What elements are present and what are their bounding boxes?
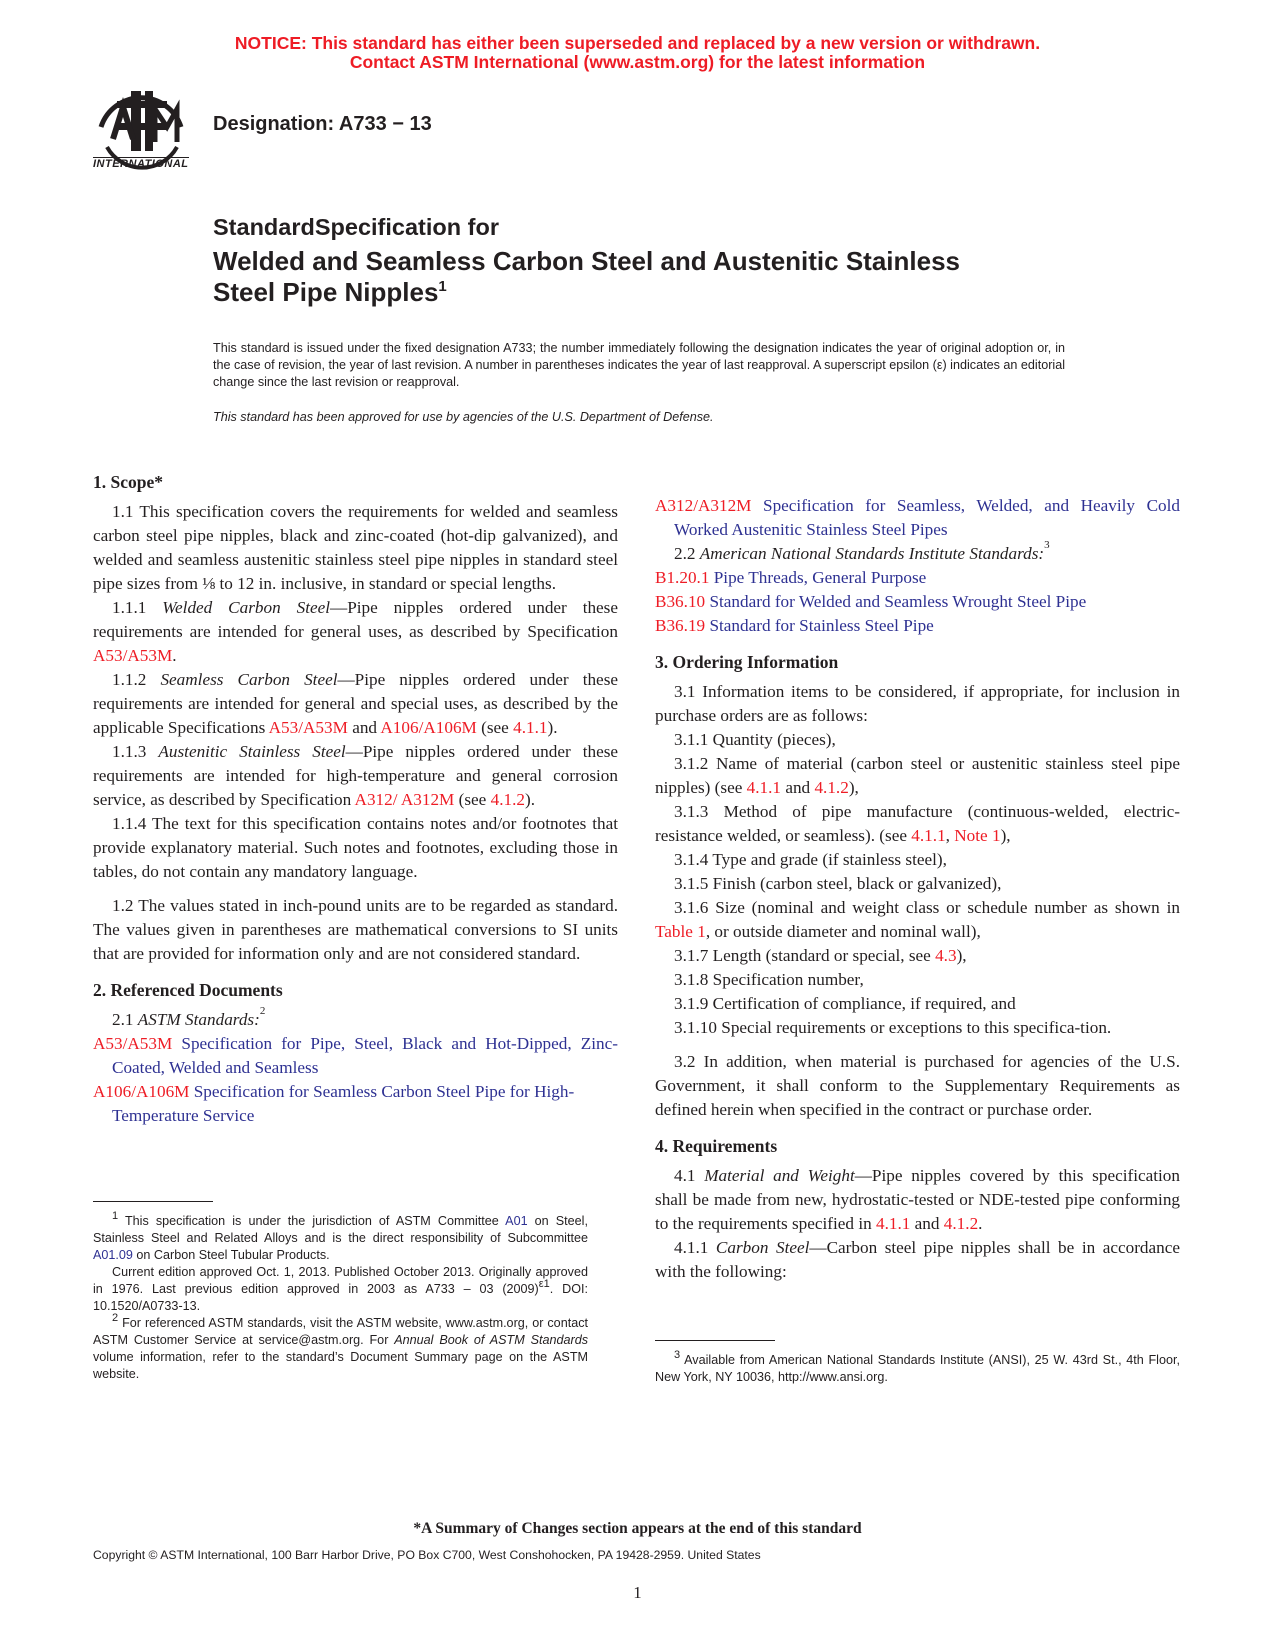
ref-b1-20-1 — [655, 566, 1180, 590]
title-line-2: Steel Pipe Nipples — [213, 277, 439, 307]
para-1-1-3: 1.1.3 Austenitic Stainless Steel—Pipe nipples ordered under these requirements are intended for high-temperature and general corrosion service, as described by Specification A312/ A312M (see 4.1.2). — [93, 742, 619, 809]
para-4-1-1: 4.1.1 Carbon Steel—Carbon steel pipe nipples shall be in accordance with the following: — [655, 1238, 1180, 1281]
withdrawal-notice — [0, 34, 1275, 72]
dod-approval: This standard has been approved for use by agencies of the U.S. Department of Defense. — [213, 410, 714, 424]
link-a53[interactable]: A53/A53M — [93, 646, 173, 665]
para-2-2: 2.2 American National Standards Institute Standards:$^3$ — [674, 539, 1050, 563]
ref-code-link[interactable]: B36.19 — [655, 616, 706, 635]
link-table-1[interactable]: Table 1 — [655, 922, 706, 941]
link-subcommittee-a01-09[interactable]: A01.09 — [93, 1248, 133, 1262]
section-heading-scope: 1. Scope* — [93, 472, 163, 492]
link-committee-a01[interactable]: A01 — [505, 1214, 528, 1228]
title-footnote-ref[interactable]: 1 — [438, 278, 447, 295]
footnote-ref-3[interactable]: 3 — [1044, 539, 1050, 551]
link-section-4-1-2[interactable]: 4.1.2 — [814, 778, 849, 797]
footnote-divider — [655, 1340, 775, 1341]
para-3-1: 3.1 Information items to be considered, if appropriate, for inclusion in purchase orders are as follows: — [655, 682, 1180, 725]
para-3-1-1: 3.1.1 Quantity (pieces), — [674, 730, 836, 749]
para-3-1-6: 3.1.6 Size (nominal and weight class or schedule number as shown in Table 1, or outside diameter and nominal wall), — [655, 898, 1180, 941]
left-column — [93, 470, 618, 1128]
link-a312[interactable]: A312/ A312M — [354, 790, 455, 809]
page-number: 1 — [633, 1583, 642, 1602]
ref-title-link[interactable]: Specification for Seamless, Welded, and Heavily Cold Worked Austenitic Stainless Steel Pipes — [674, 496, 1181, 539]
document-title — [213, 246, 1113, 308]
ref-b36-19 — [655, 614, 1180, 638]
section-heading-requirements: 4. Requirements — [655, 1136, 778, 1156]
ref-title-link[interactable]: Specification for Seamless Carbon Steel Pipe for High-Temperature Service — [112, 1082, 575, 1125]
para-1-1: 1.1 This specification covers the requirements for welded and seamless carbon steel pipe nipples, black and zinc-coated (hot-dip galvanized), and welded and seamless austenitic stainless steel pipe nipples in standard steel pipe sizes from ⅛ to 12 in. inclusive, in standard or special lengths. — [93, 502, 618, 593]
ref-b36-10 — [655, 590, 1180, 614]
para-3-1-9: 3.1.9 Certification of compliance, if required, and — [674, 994, 1016, 1013]
link-section-4-3[interactable]: 4.3 — [935, 946, 957, 965]
footnotes-right — [655, 1349, 1180, 1386]
link-section-4-1-2[interactable]: 4.1.2 — [943, 1214, 979, 1233]
logo-text: INTERNATIONAL — [93, 158, 189, 170]
footnote-1-edition: Current edition approved Oct. 1, 2013. Published October 2013. Originally approved in 1976. Last previous edition approved in 2003 as A733 – 03 $(2009)^{\varepsilon 1}$. DOI: 10.1520/A0733-13. — [93, 1265, 588, 1313]
link-a106[interactable]: A106/A106M — [380, 718, 477, 737]
para-3-1-8: 3.1.8 Specification number, — [674, 970, 864, 989]
para-2-1: 2.1 ASTM Standards:$^2$ — [112, 1005, 266, 1029]
para-1-1-2: 1.1.2 Seamless Carbon Steel—Pipe nipples ordered under these requirements are intended for general and special uses, as described by the applicable Specifications A53/A53M and A106/A106M (see 4.1.1). — [93, 670, 619, 737]
summary-of-changes-note: *A Summary of Changes section appears at the end of this standard — [413, 1520, 862, 1537]
footnotes-left — [93, 1210, 589, 1383]
link-section-4-1-1[interactable]: 4.1.1 — [875, 1214, 911, 1233]
para-3-1-10: 3.1.10 Special requirements or exceptions to this specifica-tion. — [674, 1018, 1112, 1037]
link-section-4-1-1[interactable]: 4.1.1 — [513, 718, 548, 737]
footnote-2: $^2$ For referenced ASTM standards, visit the ASTM website, www.astm.org, or contact ASTM Customer Service at service@astm.org. For Annual Book of ASTM Standards volume information, refer to the standard’s Document Summary page on the ASTM website. — [93, 1312, 589, 1381]
link-section-4-1-1[interactable]: 4.1.1 — [746, 778, 782, 797]
ref-title-link[interactable]: Specification for Pipe, Steel, Black and Hot-Dipped, Zinc-Coated, Welded and Seamless — [112, 1034, 619, 1077]
link-note-1[interactable]: Note 1 — [954, 826, 1001, 845]
para-1-1-1: 1.1.1 Welded Carbon Steel—Pipe nipples ordered under these requirements are intended for general uses, as described by Specification A53/A53M. — [93, 598, 619, 665]
title-line-1: Welded and Seamless Carbon Steel and Austenitic Stainless — [213, 246, 961, 276]
section-heading-referenced-documents: 2. Referenced Documents — [93, 980, 283, 1000]
footnote-divider — [93, 1201, 213, 1202]
para-3-2: 3.2 In addition, when material is purchased for agencies of the U.S. Government, it shall conform to the Supplementary Requirements as defined herein when specified in the contract or purchase order. — [655, 1052, 1180, 1119]
ref-a53 — [93, 1032, 618, 1080]
ref-title-link[interactable]: Standard for Stainless Steel Pipe — [709, 616, 934, 635]
standard-spec-label: StandardSpecification for — [213, 214, 499, 240]
notice-line-2: Contact ASTM International (www.astm.org) for the latest information — [349, 52, 926, 72]
para-3-1-4: 3.1.4 Type and grade (if stainless steel), — [674, 850, 947, 869]
ref-code-link[interactable]: B1.20.1 — [655, 568, 710, 587]
para-3-1-2: 3.1.2 Name of material (carbon steel or austenitic stainless steel pipe nipples) (see 4.1.1 and 4.1.2), — [655, 754, 1180, 797]
para-3-1-3: 3.1.3 Method of pipe manufacture (continuous-welded, electric-resistance welded, or seamless). (see 4.1.1, Note 1), — [655, 802, 1180, 845]
right-column-content — [655, 470, 1180, 1284]
ref-title-link[interactable]: Standard for Welded and Seamless Wrought Steel Pipe — [709, 592, 1087, 611]
link-section-4-1-1[interactable]: 4.1.1 — [911, 826, 946, 845]
ref-a312 — [655, 494, 1180, 542]
footnote-3: $^3$ Available from American National Standards Institute (ANSI), 25 W. 43rd St., 4th Floor, New York, NY 10036, http://www.ansi.org. — [655, 1349, 1180, 1384]
link-section-4-1-2[interactable]: 4.1.2 — [490, 790, 525, 809]
para-1-1-4: 1.1.4 The text for this specification contains notes and/or footnotes that provide explanatory material. Such notes and footnotes, excluding those in tables, do not contain any mandatory language. — [93, 814, 618, 881]
para-4-1: 4.1 Material and Weight—Pipe nipples covered by this specification shall be made from new, hydrostatic-tested or NDE-tested pipe conforming to the requirements specified in 4.1.1 and 4.1.2. — [655, 1166, 1180, 1233]
ref-code-link[interactable]: A106/A106M — [93, 1082, 190, 1101]
designation: Designation: A733 − 13 — [213, 113, 432, 135]
para-3-1-5: 3.1.5 Finish (carbon steel, black or galvanized), — [674, 874, 1002, 893]
ref-code-link[interactable]: A312/A312M — [655, 496, 752, 515]
ref-code-link[interactable]: A53/A53M — [93, 1034, 173, 1053]
copyright: Copyright © ASTM International, 100 Barr Harbor Drive, PO Box C700, West Conshohocken, PA 19428-2959. United States — [93, 1548, 761, 1562]
astm-logo-icon — [93, 87, 197, 177]
footnote-1: $^1$ This specification is under the jurisdiction of ASTM Committee A01 on Steel, Stainless Steel and Related Alloys and is the direct responsibility of Subcommittee A01.09 on Carbon Steel Tubular Products. — [93, 1210, 588, 1262]
ref-a106 — [93, 1080, 618, 1128]
ref-title-link[interactable]: Pipe Threads, General Purpose — [713, 568, 927, 587]
footnote-ref-2[interactable]: 2 — [259, 1005, 266, 1017]
para-1-2: 1.2 The values stated in inch-pound units are to be regarded as standard. The values given in parentheses are mathematical conversions to SI units that are provided for information only and are not considered standard. — [93, 896, 618, 963]
link-a53[interactable]: A53/A53M — [268, 718, 348, 737]
section-heading-ordering-information: 3. Ordering Information — [655, 652, 839, 672]
ref-code-link[interactable]: B36.10 — [655, 592, 706, 611]
notice-line-1: NOTICE: This standard has either been superseded and replaced by a new version or withdrawn. — [234, 33, 1041, 53]
issuance-statement: This standard is issued under the fixed designation A733; the number immediately following the designation indicates the year of original adoption or, in the case of revision, the year of last revision. A number in parentheses indicates the year of last reapproval. A superscript epsilon (ε) indicates an editorial change since the last revision or reapproval. — [213, 341, 1065, 389]
para-3-1-7: 3.1.7 Length (standard or special, see 4.3), — [674, 946, 967, 965]
